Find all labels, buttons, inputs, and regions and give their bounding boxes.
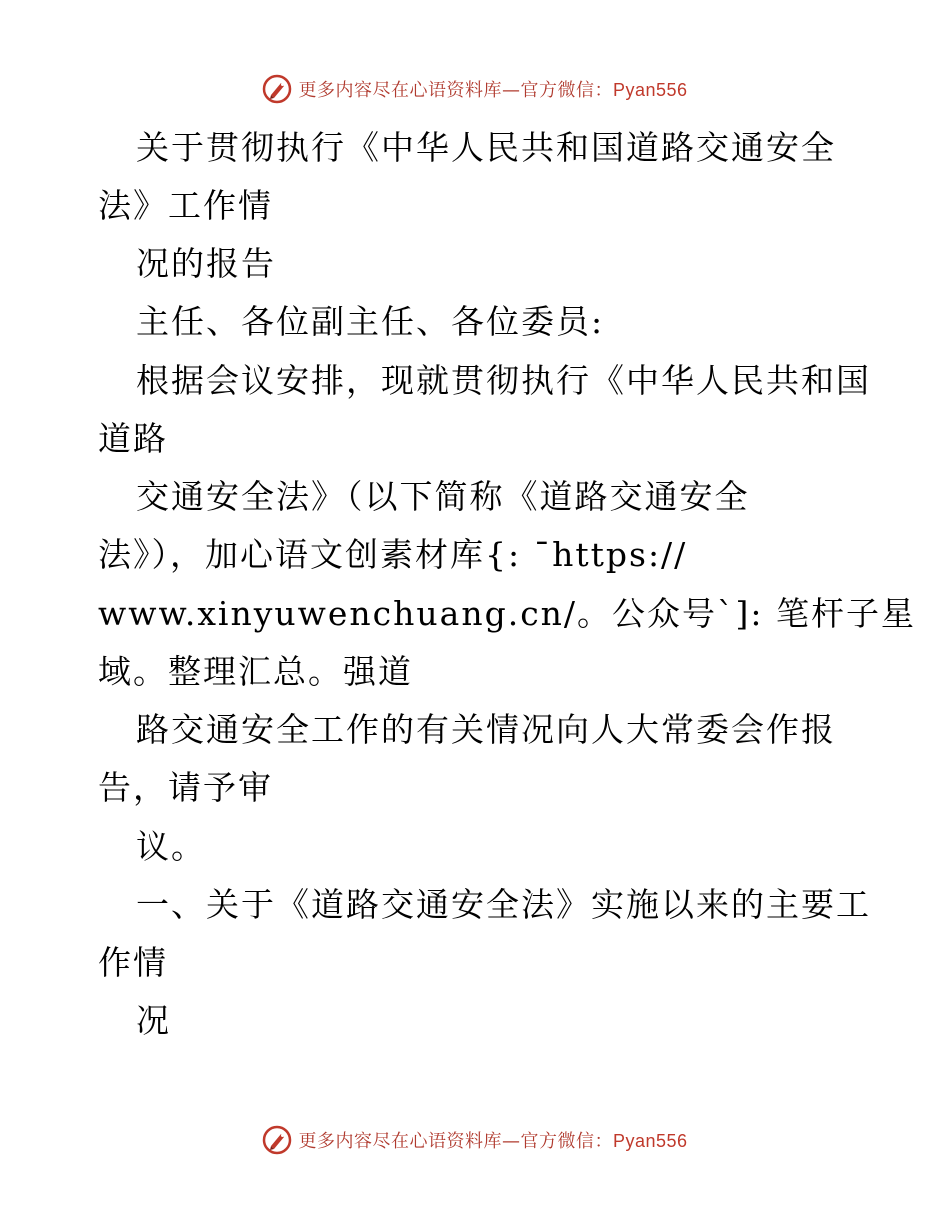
doc-line-paragraph-1a: 根据会议安排，现就贯彻执行《中华人民共和国	[136, 361, 871, 400]
footer-watermark	[0, 1123, 950, 1157]
watermark-wechat-label: 官方微信：	[520, 1131, 613, 1152]
doc-line-paragraph-2a: 路交通安全工作的有关情况向人大常委会作报	[136, 710, 836, 749]
doc-line-paragraph-1f: 域。整理汇总。强道	[98, 652, 413, 691]
watermark-text	[298, 76, 687, 102]
doc-line-title-3: 况的报告	[136, 244, 276, 283]
doc-line-section-heading-2: 作情	[98, 943, 168, 982]
doc-line-section-heading-1: 一、关于《道路交通安全法》实施以来的主要工	[136, 885, 871, 924]
doc-line-title-2: 法》工作情	[98, 186, 273, 225]
watermark-wechat-id: Pyan556	[612, 80, 688, 100]
watermark-dash: —	[501, 1131, 521, 1152]
doc-line-section-heading-3: 况	[136, 1001, 171, 1040]
header-watermark	[0, 72, 950, 106]
doc-line-salutation: 主任、各位副主任、各位委员:	[136, 302, 605, 341]
doc-line-paragraph-1b: 道路	[98, 419, 168, 458]
doc-line-paragraph-2b: 告，请予审	[98, 768, 273, 807]
watermark-prefix: 更多内容尽在心语资料库	[298, 80, 502, 101]
doc-line-title-1: 关于贯彻执行《中华人民共和国道路交通安全	[136, 128, 836, 167]
watermark-text	[298, 1127, 687, 1153]
doc-line-paragraph-2c: 议。	[136, 827, 206, 866]
pen-logo-icon	[262, 74, 292, 104]
doc-line-paragraph-1c: 交通安全法》（以下简称《道路交通安全	[136, 477, 750, 516]
doc-line-paragraph-1d: 法》），加心语文创素材库{: ¯https://	[98, 535, 688, 574]
watermark-wechat-label: 官方微信：	[520, 80, 613, 101]
pen-logo-icon	[262, 1125, 292, 1155]
watermark-dash: —	[501, 80, 521, 101]
doc-line-paragraph-1e: www.xinyuwenchuang.cn/。公众号`]: 笔杆子星	[98, 594, 917, 633]
watermark-prefix: 更多内容尽在心语资料库	[298, 1131, 502, 1152]
watermark-wechat-id: Pyan556	[612, 1131, 688, 1151]
